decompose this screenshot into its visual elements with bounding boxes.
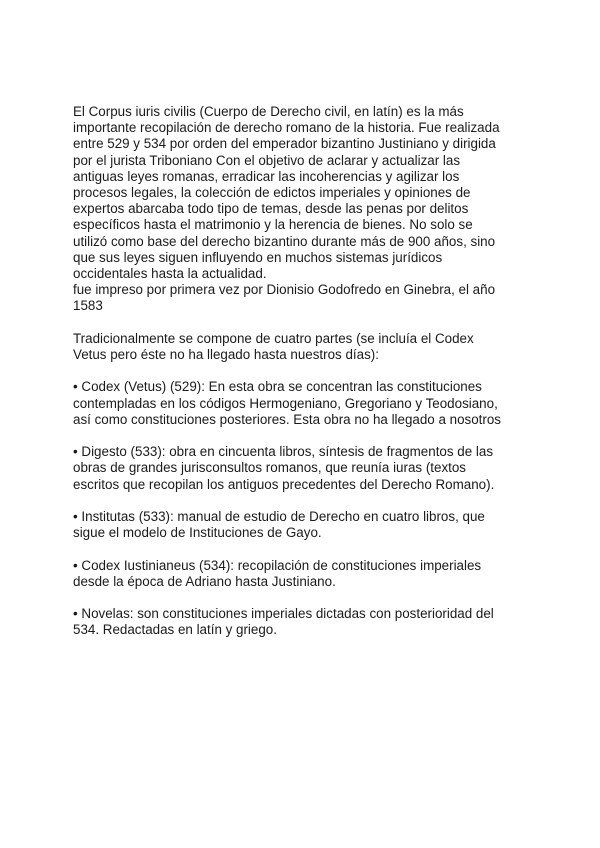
- text-line: expertos abarcaba todo tipo de temas, desde las penas por delitos: [73, 201, 469, 217]
- text-line: 1583: [73, 298, 103, 314]
- text-line: El Corpus iuris civilis (Cuerpo de Derecho civil, en latín) es la más: [73, 104, 464, 119]
- codex-vetus-item: [73, 379, 533, 428]
- text-line: utilizó como base del derecho bizantino durante más de 900 años, sino: [73, 233, 496, 249]
- text-line: Vetus pero éste no ha llegado hasta nuestros días):: [73, 347, 379, 363]
- text-line: sigue el modelo de Instituciones de Gayo.: [73, 525, 322, 541]
- text-line: • Novelas: son constituciones imperiales dictadas con posterioridad del: [73, 606, 494, 622]
- text-line: • Codex (Vetus) (529): En esta obra se concentran las constituciones: [73, 379, 482, 395]
- text-line: fue impreso por primera vez por Dionisio Godofredo en Ginebra, el año: [73, 282, 496, 298]
- text-line: así como constituciones posteriores. Esta obra no ha llegado a nosotros: [73, 411, 502, 427]
- digesto-item: [73, 444, 533, 493]
- codex-iustinianeus-item: [73, 558, 533, 590]
- text-line: escritos que recopilan los antiguos precedentes del Derecho Romano).: [73, 476, 495, 492]
- text-line: entre 529 y 534 por orden del emperador bizantino Justiniano y dirigida: [73, 136, 496, 152]
- parts-intro-paragraph: [73, 331, 533, 363]
- text-line: Tradicionalmente se compone de cuatro partes (se incluía el Codex: [73, 330, 474, 346]
- text-line: que sus leyes siguen influyendo en muchos sistemas jurídicos: [73, 249, 443, 265]
- institutas-item: [73, 509, 533, 541]
- text-line: importante recopilación de derecho romano de la historia. Fue realizada: [73, 120, 500, 136]
- text-line: procesos legales, la colección de edictos imperiales y opiniones de: [73, 185, 471, 201]
- text-line: contempladas en los códigos Hermogeniano, Gregoriano y Teodosiano,: [73, 395, 498, 411]
- novelas-item: [73, 606, 533, 638]
- text-line: • Institutas (533): manual de estudio de Derecho en cuatro libros, que: [73, 509, 485, 525]
- document-page: [73, 104, 533, 655]
- text-line: desde la época de Adriano hasta Justiniano.: [73, 573, 336, 589]
- text-line: occidentales hasta la actualidad.: [73, 266, 267, 282]
- text-line: por el jurista Triboniano Con el objetivo de aclarar y actualizar las: [73, 152, 461, 168]
- text-line: antiguas leyes romanas, erradicar las incoherencias y agilizar los: [73, 168, 460, 184]
- text-line: • Codex Iustinianeus (534): recopilación de constituciones imperiales: [73, 557, 482, 573]
- text-line: 534. Redactadas en latín y griego.: [73, 622, 277, 638]
- text-line: • Digesto (533): obra en cincuenta libros, síntesis de fragmentos de las: [73, 444, 494, 460]
- intro-paragraph: [73, 104, 533, 315]
- text-line: específicos hasta el matrimonio y la herencia de bienes. No solo se: [73, 217, 473, 233]
- text-line: obras de grandes jurisconsultos romanos, que reunía iuras (textos: [73, 460, 467, 476]
